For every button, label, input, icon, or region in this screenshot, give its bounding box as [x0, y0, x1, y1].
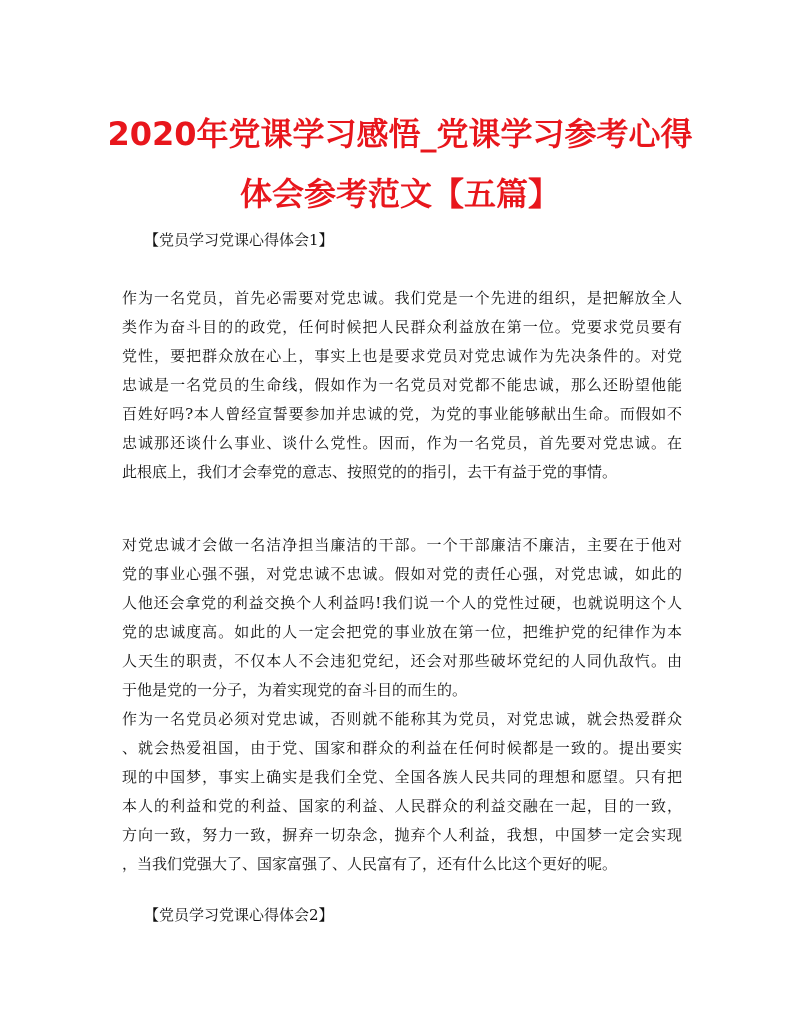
- paragraph-line: 类作为奋斗目的的政党，任何时候把人民群众利益放在第一位。党要求党员要有: [122, 318, 682, 336]
- document-title-line-2: 体会参考范文【五篇】: [239, 175, 560, 213]
- paragraph-line: 党的事业心强不强，对党忠诚不忠诚。假如对党的责任心强，对党忠诚，如此的: [122, 565, 682, 583]
- section-heading-2: 【党员学习党课心得体会2】: [144, 906, 334, 924]
- paragraph-line: 、就会热爱祖国，由于党、国家和群众的利益在任何时候都是一致的。提出要实: [122, 739, 682, 757]
- section-heading-1: 【党员学习党课心得体会1】: [144, 231, 334, 249]
- paragraph-line: 现的中国梦，事实上确实是我们全党、全国各族人民共同的理想和愿望。只有把: [122, 768, 682, 786]
- paragraph-2: [122, 531, 682, 705]
- paragraph-line: 方向一致，努力一致，摒弃一切杂念，抛弃个人利益，我想，中国梦一定会实现: [122, 826, 682, 844]
- paragraph-line: 忠诚那还谈什么事业、谈什么党性。因而，作为一名党员，首先要对党忠诚。在: [122, 434, 682, 452]
- paragraph-line: 人天生的职责，不仅本人不会违犯党纪，还会对那些破坏党纪的人同仇敌忾。由: [122, 652, 682, 670]
- paragraph-line: 党性，要把群众放在心上，事实上也是要求党员对党忠诚作为先决条件的。对党: [122, 347, 682, 365]
- paragraph-line: 作为一名党员，首先必需要对党忠诚。我们党是一个先进的组织，是把解放全人: [122, 289, 682, 307]
- paragraph-line: ，当我们党强大了、国家富强了、人民富有了，还有什么比这个更好的呢。: [122, 855, 618, 873]
- paragraph-line: 对党忠诚才会做一名洁净担当廉洁的干部。一个干部廉洁不廉洁，主要在于他对: [122, 536, 682, 554]
- paragraph-line: 百姓好吗?本人曾经宣誓要参加并忠诚的党，为党的事业能够献出生命。而假如不: [122, 405, 682, 423]
- paragraph-line: 党的忠诚度高。如此的人一定会把党的事业放在第一位，把维护党的纪律作为本: [122, 623, 682, 641]
- paragraph-3: [122, 705, 682, 879]
- paragraph-line: 本人的利益和党的利益、国家的利益、人民群众的利益交融在一起，目的一致，: [122, 797, 682, 815]
- paragraph-line: 于他是党的一分子，为着实现党的奋斗目的而生的。: [122, 681, 468, 699]
- paragraph-1: [122, 284, 682, 487]
- paragraph-line: 忠诚是一名党员的生命线，假如作为一名党员对党都不能忠诚，那么还盼望他能: [122, 376, 682, 394]
- paragraph-line: 此根底上，我们才会奉党的意志、按照党的的指引，去干有益于党的事情。: [122, 463, 618, 481]
- paragraph-line: 作为一名党员必须对党忠诚，否则就不能称其为党员，对党忠诚，就会热爱群众: [122, 710, 682, 728]
- document-title-line-1: 2020年党课学习感悟_党课学习参考心得: [107, 115, 693, 153]
- paragraph-line: 人他还会拿党的利益交换个人利益吗!我们说一个人的党性过硬，也就说明这个人: [122, 594, 682, 612]
